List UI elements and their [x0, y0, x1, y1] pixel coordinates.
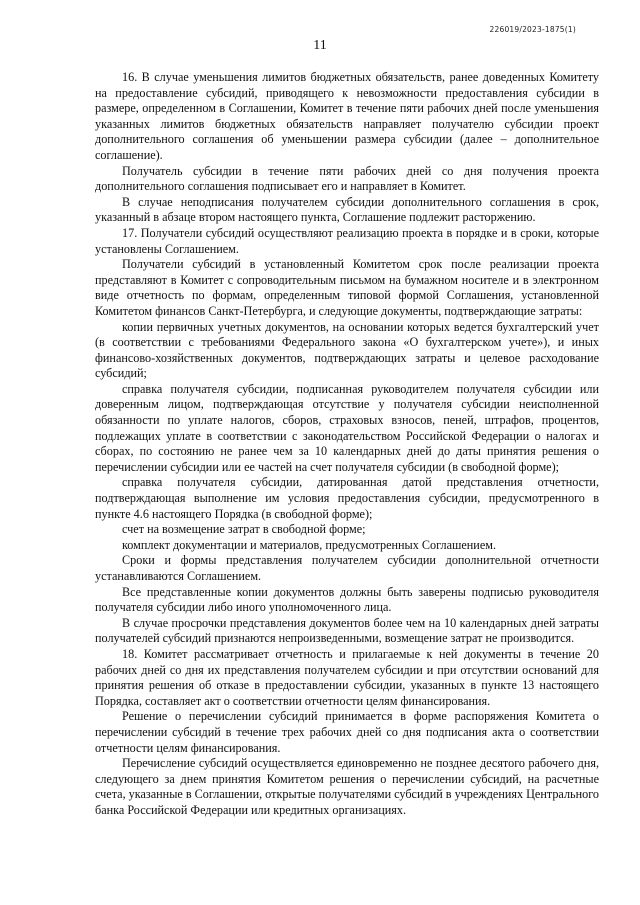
paragraph: Сроки и формы представления получателем субсидии дополнительной отчетности устанавливаются Соглашением. [95, 553, 599, 583]
paragraph: 18. Комитет рассматривает отчетность и прилагаемые к ней документы в течение 20 рабочих дней со дня их представления получателем субсидии и при отсутствии оснований для принятия решения об отказе в предоставлении субсидии, указанных в пункте 13 настоящего Порядка, составляет акт о соответствии отчетности целям финансирования. [95, 646, 599, 708]
paragraph: счет на возмещение затрат в свободной форме; [122, 522, 366, 537]
paragraph: 16. В случае уменьшения лимитов бюджетных обязательств, ранее доведенных Комитету на предоставление субсидий, приводящего к невозможности предоставления субсидии в размере, определенном в Соглашении, Комитет в течение пяти рабочих дней после уменьшения указанных лимитов бюджетных обязательств направляет получателю субсидии проект дополнительного соглашения об уменьшении размера субсидии (далее – дополнительное соглашение). [95, 70, 599, 162]
paragraph: Перечисление субсидий осуществляется единовременно не позднее десятого рабочего дня, следующего за днем принятия Комитетом решения о перечислении субсидий, на расчетные счета, указанные в Соглашении, открытые получателями субсидий в учреждениях Центрального банка Российской Федерации или кредитных организациях. [95, 756, 599, 817]
paragraph: В случае неподписания получателем субсидии дополнительного соглашения в срок, указанный в абзаце втором настоящего пункта, Соглашение подлежит расторжению. [95, 194, 599, 225]
paragraph: Получатели субсидий в установленный Комитетом срок после реализации проекта представляют в Комитет с сопроводительным письмом на бумажном носителе и в электронном виде отчетность по формам, определенным типовой формой Соглашения, установленной Комитетом финансов Санкт-Петербурга, и следующие документы, подтверждающие затраты: [95, 257, 599, 318]
paragraph: В случае просрочки представления документов более чем на 10 календарных дней затраты получателей субсидий признаются непроизведенными, возмещение затрат не производится. [95, 615, 599, 646]
paragraph: справка получателя субсидии, датированная датой представления отчетности, подтверждающая выполнение им условия предоставления субсидии, предусмотренного в пункте 4.6 настоящего Порядка (в свободной форме); [95, 475, 599, 521]
paragraph: комплект документации и материалов, предусмотренных Соглашением. [122, 537, 496, 552]
paragraph: Получатель субсидии в течение пяти рабочих дней со дня получения проекта дополнительного соглашения подписывает его и направляет в Комитет. [95, 163, 599, 194]
paragraph: копии первичных учетных документов, на основании которых ведется бухгалтерский учет (в соответствии с требованиями Федерального закона «О бухгалтерском учете»), и иных финансово-хозяйственных документов, подтверждающих затраты и целевое расходование субсидий; [95, 319, 599, 381]
paragraph: Решение о перечислении субсидий принимается в форме распоряжения Комитета о перечислении субсидий в течение трех рабочих дней со дня подписания акта о соответствии отчетности целям финансирования. [95, 709, 599, 755]
paragraph: справка получателя субсидии, подписанная руководителем получателя субсидии или доверенным лицом, подтверждающая отсутствие у получателя субсидии неисполненной обязанности по уплате налогов, сборов, страховых взносов, пеней, штрафов, процентов, подлежащих уплате в соответствии с законодательством Российской Федерации о налогах и сборах, по состоянию не ранее чем за 10 календарных дней до даты принятия решения о перечислении субсидии или ее частей на счет получателя субсидии (в свободной форме); [95, 381, 599, 474]
paragraph: 17. Получатели субсидий осуществляют реализацию проекта в порядке и в сроки, которые установлены Соглашением. [95, 225, 599, 256]
paragraph: Все представленные копии документов должны быть заверены подписью руководителя получателя субсидии либо иного уполномоченного лица. [95, 584, 599, 615]
page-number: 11 [313, 38, 327, 53]
document-number: 226019/2023-1875(1) [489, 25, 576, 34]
document-body [95, 70, 599, 819]
